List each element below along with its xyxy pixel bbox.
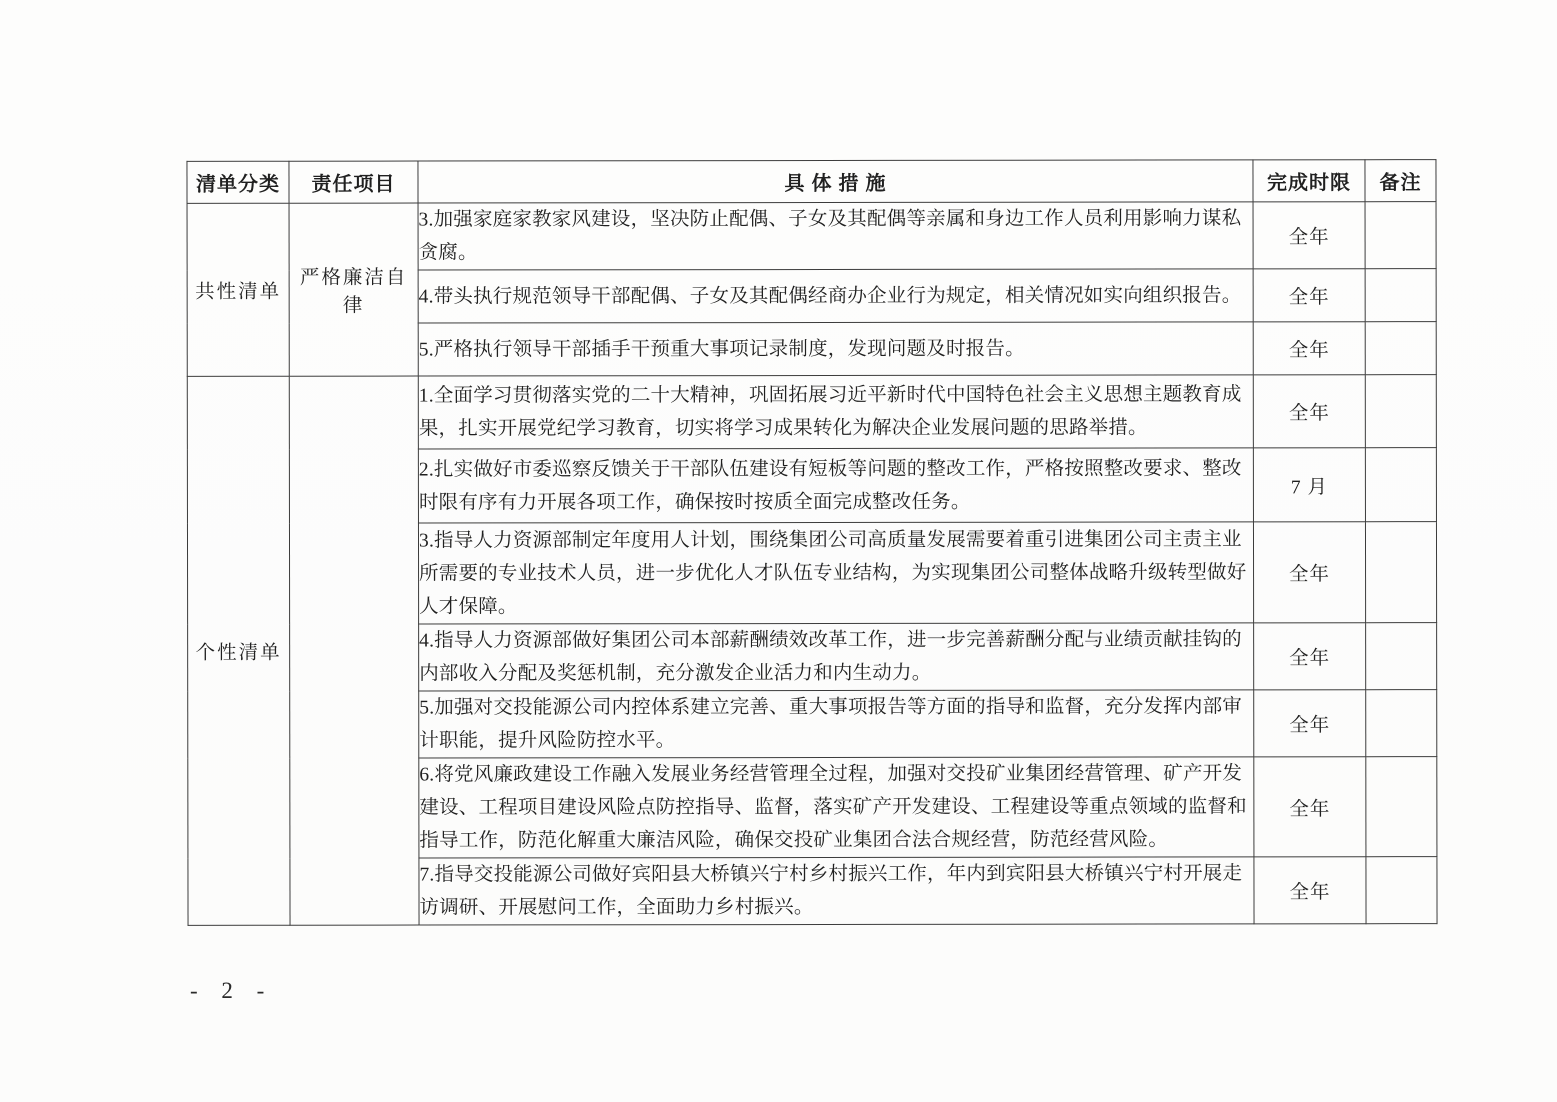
project-cell-empty (289, 376, 419, 925)
project-cell-integrity: 严格廉洁自律 (289, 203, 418, 376)
remark-cell (1366, 690, 1437, 757)
remark-cell (1365, 375, 1436, 448)
header-remark: 备注 (1365, 160, 1436, 202)
remark-cell (1366, 857, 1437, 924)
deadline-cell: 全年 (1254, 623, 1366, 690)
measure-cell: 3.加强家庭家教家风建设，坚决防止配偶、子女及其配偶等亲属和身边工作人员利用影响力谋私贪腐。 (418, 202, 1253, 270)
measure-cell: 4.带头执行规范领导干部配偶、子女及其配偶经商办企业行为规定，相关情况如实向组织报告。 (418, 269, 1253, 323)
deadline-cell: 全年 (1253, 269, 1365, 322)
responsibility-list-table (186, 159, 1437, 926)
deadline-cell: 7 月 (1253, 448, 1365, 522)
remark-cell (1365, 448, 1436, 522)
header-category: 清单分类 (187, 161, 289, 203)
measure-cell: 1.全面学习贯彻落实党的二十大精神，巩固拓展习近平新时代中国特色社会主义思想主题教育成果，扎实开展党纪学习教育，切实将学习成果转化为解决企业发展问题的思路举措。 (418, 375, 1253, 449)
deadline-cell: 全年 (1254, 857, 1366, 924)
remark-cell (1365, 522, 1436, 623)
category-cell-individual: 个性清单 (187, 376, 290, 925)
measure-cell: 7.指导交投能源公司做好宾阳县大桥镇兴宁村乡村振兴工作，年内到宾阳县大桥镇兴宁村开展走访调研、开展慰问工作，全面助力乡村振兴。 (419, 857, 1254, 925)
remark-cell (1366, 757, 1437, 857)
deadline-cell: 全年 (1253, 322, 1365, 375)
deadline-cell: 全年 (1253, 522, 1365, 623)
header-project: 责任项目 (289, 161, 418, 203)
deadline-cell: 全年 (1254, 757, 1366, 857)
table-row (187, 202, 1436, 271)
table-header-row (187, 160, 1436, 204)
header-deadline: 完成时限 (1253, 160, 1365, 202)
remark-cell (1365, 322, 1436, 375)
measure-cell: 2.扎实做好市委巡察反馈关于干部队伍建设有短板等问题的整改工作，严格按照整改要求、整改时限有序有力开展各项工作，确保按时按质全面完成整改任务。 (418, 448, 1253, 523)
measure-cell: 3.指导人力资源部制定年度用人计划，围绕集团公司高质量发展需要着重引进集团公司主责主业所需要的专业技术人员，进一步优化人才队伍专业结构，为实现集团公司整体战略升级转型做好人才保障。 (418, 522, 1253, 624)
category-cell-common: 共性清单 (187, 203, 289, 376)
measure-cell: 6.将党风廉政建设工作融入发展业务经营管理全过程，加强对交投矿业集团经营管理、矿产开发建设、工程项目建设风险点防控指导、监督，落实矿产开发建设、工程建设等重点领域的监督和指导工作，防范化解重大廉洁风险，确保交投矿业集团合法合规经营，防范经营风险。 (419, 757, 1254, 858)
deadline-cell: 全年 (1253, 375, 1365, 448)
measure-cell: 5.加强对交投能源公司内控体系建立完善、重大事项报告等方面的指导和监督，充分发挥内部审计职能，提升风险防控水平。 (419, 690, 1254, 758)
remark-cell (1366, 623, 1437, 690)
header-measures: 具 体 措 施 (418, 160, 1253, 203)
measure-cell: 4.指导人力资源部做好集团公司本部薪酬绩效改革工作，进一步完善薪酬分配与业绩贡献挂钩的内部收入分配及奖惩机制，充分激发企业活力和内生动力。 (419, 623, 1254, 691)
table-row (187, 375, 1436, 450)
remark-cell (1365, 202, 1436, 269)
measure-cell: 5.严格执行领导干部插手干预重大事项记录制度，发现问题及时报告。 (418, 322, 1253, 376)
deadline-cell: 全年 (1253, 202, 1365, 269)
remark-cell (1365, 269, 1436, 322)
page-number: - 2 - (190, 978, 274, 1003)
deadline-cell: 全年 (1254, 690, 1366, 757)
